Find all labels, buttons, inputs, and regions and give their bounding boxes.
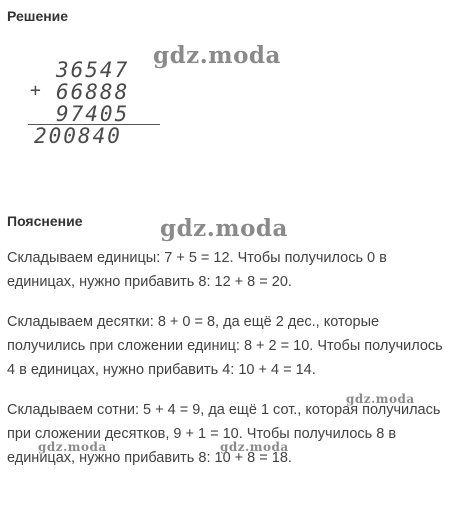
watermark-logo: gdz.moda	[346, 392, 415, 406]
plus-sign: +	[30, 80, 41, 101]
watermark-logo: gdz.moda	[220, 440, 289, 454]
column-addition	[28, 58, 168, 148]
explanation-paragraph-units: Складываем единицы: 7 + 5 = 12. Чтобы получилось 0 в единицах, нужно прибавить 8: 12 + 8 = 20.	[7, 250, 387, 290]
explanation-paragraph-hundreds: Складываем сотни: 5 + 4 = 9, да ещё 1 сот., которая получилась при сложении десятков, 9 + 1 = 10. Чтобы получилось 8 в единицах, нужно прибавить 8: 10 + 8 = 18.	[7, 402, 441, 466]
explanation-heading: Пояснение	[7, 213, 83, 229]
explanation-paragraph-tens: Складываем десятки: 8 + 0 = 8, да ещё 2 дес., которые получились при сложении единиц: 8 + 2 = 10. Чтобы получилось 4 в единицах, нужно прибавить 4: 10 + 4 = 14.	[7, 314, 443, 378]
sum-result: 200840	[34, 124, 122, 148]
watermark-logo: gdz.moda	[153, 42, 281, 69]
addend-2: 66888	[56, 80, 130, 104]
addend-1: 36547	[56, 58, 130, 82]
watermark-logo: gdz.moda	[160, 215, 288, 242]
watermark-logo: gdz.moda	[38, 440, 107, 454]
solution-heading: Решение	[7, 8, 69, 24]
addend-3: 97405	[56, 102, 130, 126]
